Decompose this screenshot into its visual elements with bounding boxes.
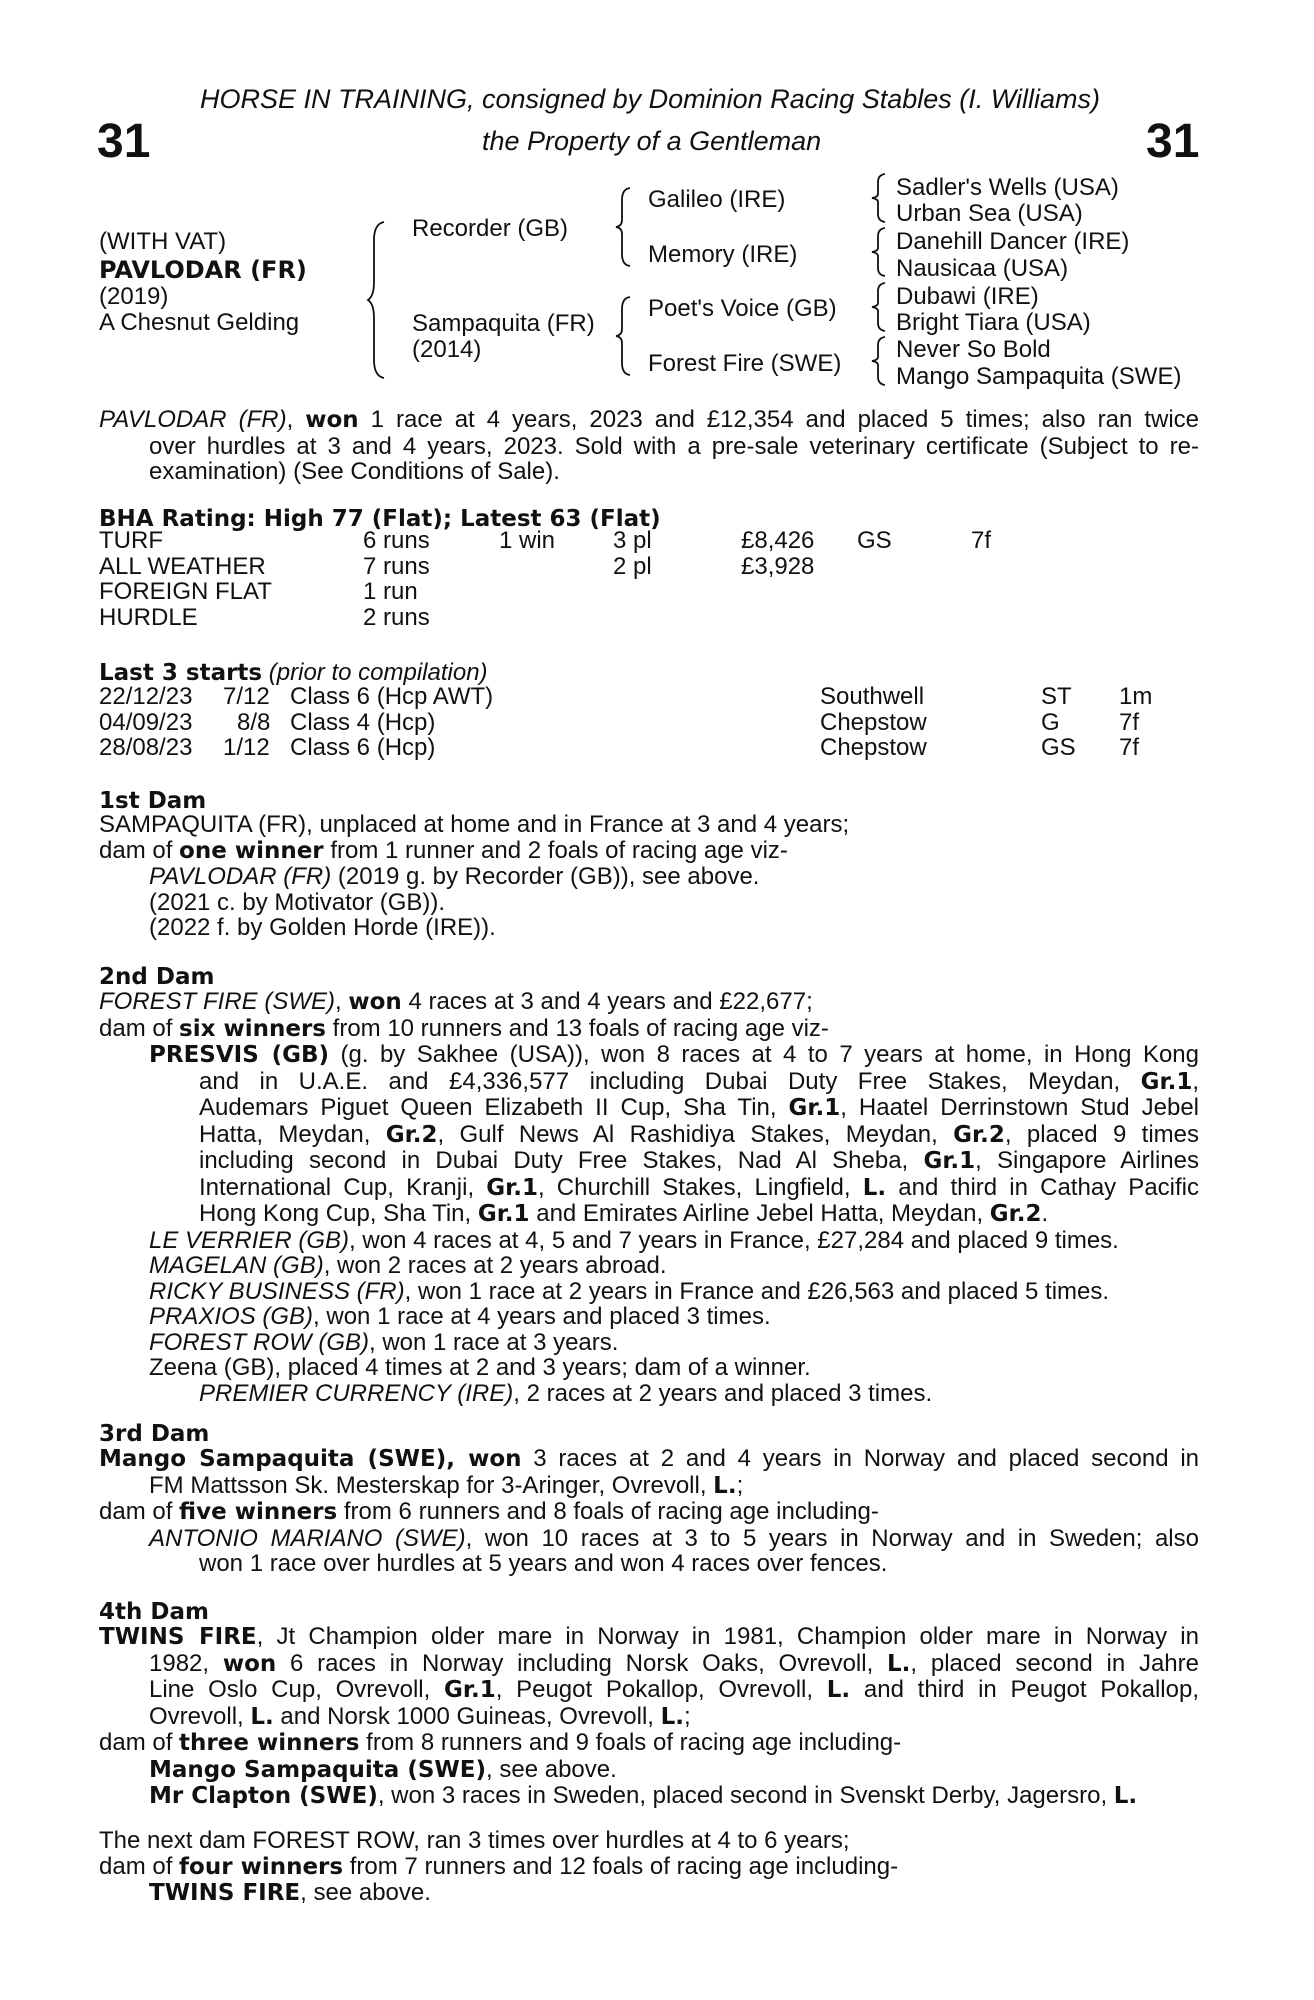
- bha-rating-title: BHA Rating: High 77 (Flat); Latest 63 (Flat): [99, 506, 661, 532]
- presvis-text: , Gulf News Al Rashidiya Stakes, Meydan,: [437, 1120, 954, 1148]
- summary-won: won: [305, 407, 359, 433]
- produce-text: , won 4 races at 4, 5 and 7 years in France, £27,284 and placed 9 times.: [349, 1226, 1119, 1254]
- vat-note: (WITH VAT): [99, 228, 227, 255]
- presvis-text: and Emirates Airline Jebel Hatta, Meydan,: [529, 1200, 990, 1227]
- dam1-text: from 1 runner and 2 foals of racing age viz-: [323, 836, 788, 864]
- produce-text: , won 1 race at 3 years.: [368, 1328, 619, 1356]
- catalogue-header-line2: the Property of a Gentleman: [482, 126, 822, 156]
- produce-text: , won 3 races in Sweden, placed second in Svenskt Derby, Jagersro,: [377, 1782, 1114, 1809]
- dam2-won: won: [348, 989, 402, 1015]
- dam3-section: [99, 1446, 1199, 1577]
- grade-label: L.: [713, 1472, 737, 1499]
- dam4-text: , Peugot Pokallop, Ovrevoll,: [495, 1676, 827, 1703]
- dam3-text: dam of: [99, 1498, 180, 1525]
- presvis-text: ,: [1192, 1067, 1199, 1095]
- pedigree-gen3-8: Mango Sampaquita (SWE): [896, 363, 1182, 390]
- grade-label: Gr.1: [444, 1677, 496, 1703]
- pedigree-brace-gen3-2: [872, 226, 888, 278]
- last3-position: 7/12: [223, 683, 270, 710]
- presvis-text: International Cup, Kranji,: [199, 1173, 487, 1201]
- bha-label: ALL WEATHER: [99, 552, 266, 580]
- pedigree-sire-dam: Memory (IRE): [648, 241, 798, 268]
- grade-label: L.: [862, 1174, 887, 1201]
- pedigree-gen3-5: Dubawi (IRE): [896, 283, 1039, 310]
- last3-going: G: [1041, 708, 1060, 736]
- nextdam-line1: The next dam FOREST ROW, ran 3 times over hurdles at 4 to 6 years;: [99, 1827, 850, 1854]
- last3-course: Chepstow: [820, 708, 927, 736]
- produce-text: , won 10 races at 3 to 5 years in Norway and in Sweden; also: [465, 1524, 1199, 1552]
- catalogue-header-line1: HORSE IN TRAINING, consigned by Dominion Racing Stables (I. Williams): [200, 84, 1101, 114]
- pedigree-gen3-6: Bright Tiara (USA): [896, 309, 1091, 336]
- horse-summary: PAVLODAR (FR), won 1 race at 4 years, 2023 and £12,354 and placed 5 times; also ran twice over hurdles at 3 and 4 years, 2023. Sold with a pre-sale veterinary certificate (Subject to re- examination) (See Conditions of Sale).: [99, 406, 1200, 485]
- summary-line1: 1 race at 4 years, 2023 and £12,354 and placed 5 times; also ran twice: [358, 406, 1200, 433]
- presvis-text: , Haatel Derrinstown Stud Jebel: [840, 1094, 1200, 1121]
- dam4-text: and third in Peugot Pokallop,: [850, 1676, 1200, 1703]
- lot-number-left: 31: [97, 115, 151, 168]
- horse-name: PAVLODAR (FR): [99, 256, 307, 284]
- dam4-section: [99, 1624, 1199, 1810]
- bha-going: GS: [857, 527, 892, 554]
- dam2-title: 2nd Dam: [99, 964, 215, 990]
- last3-date: 22/12/23: [99, 683, 193, 710]
- last3-date: 04/09/23: [99, 708, 193, 736]
- grade-label: Gr.1: [486, 1174, 538, 1201]
- dam4-text: 1982,: [149, 1649, 223, 1677]
- produce-zeena: Zeena (GB), placed 4 times at 2 and 3 years; dam of a winner.: [149, 1354, 811, 1381]
- grade-label: Gr.2: [989, 1201, 1042, 1227]
- presvis-text: .: [1041, 1200, 1049, 1227]
- last3-course: Southwell: [820, 683, 925, 710]
- produce-name: FOREST ROW (GB): [149, 1328, 369, 1356]
- dam1-text: dam of: [99, 836, 180, 864]
- pedigree-brace-gen3-3: [872, 281, 888, 333]
- pedigree-brace-gen3-4: [872, 335, 888, 387]
- dam1-winners: one winner: [179, 837, 324, 864]
- presvis-text: Audemars Piguet Queen Elizabeth II Cup, Sha Tin,: [199, 1094, 789, 1121]
- produce-name: Mango Sampaquita (SWE): [149, 1756, 487, 1783]
- produce-text: , won 2 races at 2 years abroad.: [323, 1252, 667, 1279]
- produce-name: RICKY BUSINESS (FR): [149, 1277, 405, 1305]
- dam1-line1: SAMPAQUITA (FR), unplaced at home and in France at 3 and 4 years;: [99, 811, 850, 838]
- dam1-title: 1st Dam: [99, 788, 207, 814]
- pedigree-brace-main: [368, 220, 388, 380]
- last3-class: Class 6 (Hcp): [290, 734, 436, 761]
- presvis-text: and in U.A.E. and £4,336,577 including Dubai Duty Free Stakes, Meydan,: [199, 1067, 1141, 1095]
- pedigree-gen3-4: Nausicaa (USA): [896, 255, 1069, 282]
- dam4-winners: three winners: [179, 1730, 360, 1756]
- lot-number-right: 31: [1146, 115, 1200, 168]
- dam1-produce-2021: (2021 c. by Motivator (GB)).: [149, 888, 446, 916]
- bha-runs: 6 runs: [363, 527, 430, 554]
- dam4-text: ;: [684, 1702, 691, 1730]
- pedigree-dam-dam: Forest Fire (SWE): [648, 350, 842, 377]
- nextdam-text: dam of: [99, 1852, 180, 1880]
- presvis-text: Hatta, Meydan,: [199, 1120, 386, 1148]
- pedigree-dam-year: (2014): [412, 336, 482, 363]
- produce-text: , see above.: [486, 1755, 617, 1783]
- last3-distance: 7f: [1119, 734, 1140, 761]
- produce-name: ANTONIO MARIANO (SWE): [149, 1524, 466, 1552]
- produce-name: LE VERRIER (GB): [149, 1226, 350, 1254]
- horse-description: A Chesnut Gelding: [99, 309, 300, 336]
- last3-date: 28/08/23: [99, 734, 193, 761]
- last3-class: Class 4 (Hcp): [290, 708, 436, 736]
- grade-label: L.: [1113, 1783, 1138, 1809]
- dam1-produce-2022: (2022 f. by Golden Horde (IRE)).: [149, 914, 496, 941]
- dam2-name: FOREST FIRE (SWE): [99, 988, 335, 1015]
- produce-text: , see above.: [300, 1879, 431, 1906]
- last3-class: Class 6 (Hcp AWT): [290, 683, 494, 710]
- bha-label: TURF: [99, 527, 163, 554]
- dam1-produce-text: (2019 g. by Recorder (GB)), see above.: [331, 863, 760, 890]
- presvis-text: including second in Dubai Duty Free Stakes, Nad Al Sheba,: [199, 1147, 924, 1174]
- pedigree-sire: Recorder (GB): [412, 215, 569, 242]
- nextdam-section: [99, 1828, 1199, 1907]
- pedigree-brace-sire: [616, 186, 634, 268]
- nextdam-text: from 7 runners and 12 foals of racing age including-: [343, 1852, 899, 1880]
- last3-position: 8/8: [237, 708, 271, 736]
- presvis-text: (g. by Sakhee (USA)), won 8 races at 4 to 7 years at home, in Hong Kong: [329, 1041, 1199, 1068]
- presvis-text: , Singapore Airlines: [975, 1147, 1199, 1174]
- dam3-text: from 6 runners and 8 foals of racing age including-: [337, 1498, 879, 1525]
- bha-runs: 2 runs: [363, 603, 430, 631]
- pedigree-gen3-3: Danehill Dancer (IRE): [896, 228, 1130, 255]
- summary-line2: over hurdles at 3 and 4 years, 2023. Sold with a pre-sale veterinary certificate (Subject to re-: [149, 432, 1199, 460]
- dam1-produce-name: PAVLODAR (FR): [149, 863, 332, 890]
- pedigree-dam-sire: Poet's Voice (GB): [648, 295, 837, 322]
- produce-name: Mr Clapton (SWE): [149, 1783, 378, 1809]
- produce-text: won 1 race over hurdles at 5 years and won 4 races over fences.: [199, 1550, 888, 1577]
- presvis-text: , Churchill Stakes, Lingfield,: [537, 1173, 863, 1201]
- produce-name: MAGELAN (GB): [149, 1252, 324, 1279]
- produce-name: PRAXIOS (GB): [149, 1303, 314, 1330]
- dam2-section: [99, 989, 1199, 1406]
- grade-label: Gr.1: [1140, 1068, 1193, 1095]
- summary-line3: examination) (See Conditions of Sale).: [149, 458, 560, 485]
- dam3-title: 3rd Dam: [99, 1421, 210, 1447]
- dam4-text: from 8 runners and 9 foals of racing age including-: [359, 1729, 902, 1756]
- nextdam-winners: four winners: [179, 1853, 344, 1880]
- dam2-text: dam of: [99, 1014, 180, 1042]
- dam2-text: 4 races at 3 and 4 years and £22,677;: [401, 988, 813, 1015]
- last3-title: Last 3 starts: [99, 660, 263, 686]
- produce-text: , won 1 race at 4 years and placed 3 times.: [313, 1303, 771, 1330]
- bha-placed: 3 pl: [613, 527, 652, 554]
- last3-distance: 1m: [1119, 683, 1153, 710]
- bha-label: FOREIGN FLAT: [99, 578, 272, 605]
- bha-distance: 7f: [971, 527, 992, 554]
- grade-label: L.: [660, 1703, 685, 1730]
- last3-distance: 7f: [1119, 708, 1140, 736]
- grade-label: Gr.1: [923, 1148, 976, 1174]
- pedigree-dam: Sampaquita (FR): [412, 310, 595, 337]
- produce-name: TWINS FIRE: [149, 1880, 301, 1906]
- dam4-won: won: [222, 1650, 277, 1677]
- grade-label: Gr.2: [385, 1121, 438, 1148]
- dam3-winners: five winners: [179, 1499, 338, 1525]
- dam3-text: 3 races at 2 and 4 years in Norway and placed second in: [521, 1445, 1200, 1472]
- last3-note: (prior to compilation): [262, 659, 488, 686]
- bha-wins: 1 win: [499, 527, 556, 554]
- dam4-text: and Norsk 1000 Guineas, Ovrevoll,: [273, 1702, 661, 1730]
- dam3-text: ;: [736, 1471, 744, 1499]
- dam2-winners: six winners: [179, 1015, 326, 1042]
- grade-label: L.: [887, 1650, 911, 1677]
- grade-label: Gr.2: [953, 1121, 1005, 1148]
- grade-label: Gr.1: [477, 1201, 530, 1227]
- grade-label: Gr.1: [788, 1095, 841, 1121]
- last3-going: ST: [1041, 683, 1072, 710]
- bha-prize: £3,928: [741, 552, 815, 580]
- bha-placed: 2 pl: [613, 552, 652, 580]
- produce-name: PREMIER CURRENCY (IRE): [199, 1379, 514, 1407]
- presvis-text: and third in Cathay Pacific: [886, 1173, 1199, 1201]
- pedigree-brace-gen3-1: [872, 172, 888, 224]
- last3-position: 1/12: [223, 734, 270, 761]
- produce-text: , 2 races at 2 years and placed 3 times.: [513, 1379, 933, 1407]
- dam3-name: Mango Sampaquita (SWE), won: [99, 1446, 522, 1472]
- dam4-text: , placed second in Jahre: [910, 1649, 1199, 1677]
- presvis-text: Hong Kong Cup, Sha Tin,: [199, 1200, 478, 1227]
- dam4-text: dam of: [99, 1729, 180, 1756]
- dam4-text: Ovrevoll,: [149, 1702, 251, 1730]
- bha-runs: 1 run: [363, 578, 418, 605]
- dam3-text: FM Mattsson Sk. Mesterskap for 3-Aringer, Ovrevoll,: [149, 1471, 714, 1499]
- horse-year: (2019): [99, 283, 169, 310]
- dam1-section: [99, 812, 1199, 941]
- presvis-text: , placed 9 times: [1004, 1120, 1199, 1148]
- produce-text: , won 1 race at 2 years in France and £26,563 and placed 5 times.: [404, 1277, 1110, 1305]
- last3-course: Chepstow: [820, 734, 927, 761]
- pedigree-gen3-7: Never So Bold: [896, 336, 1051, 363]
- pedigree-gen3-2: Urban Sea (USA): [896, 200, 1083, 227]
- dam2-text: from 10 runners and 13 foals of racing age viz-: [325, 1014, 829, 1042]
- pedigree-sire-sire: Galileo (IRE): [648, 186, 786, 213]
- grade-label: L.: [250, 1703, 274, 1730]
- pedigree-brace-dam: [616, 295, 634, 377]
- dam4-text: Line Oslo Cup, Ovrevoll,: [149, 1676, 445, 1703]
- bha-label: HURDLE: [99, 603, 198, 631]
- bha-prize: £8,426: [741, 527, 815, 554]
- last3-going: GS: [1041, 734, 1076, 761]
- dam4-title: 4th Dam: [99, 1599, 209, 1625]
- grade-label: L.: [826, 1677, 851, 1703]
- summary-horse-name: PAVLODAR (FR): [99, 406, 287, 433]
- bha-runs: 7 runs: [363, 552, 430, 580]
- dam4-text: 6 races in Norway including Norsk Oaks, Ovrevoll,: [276, 1649, 888, 1677]
- dam4-name: TWINS FIRE: [99, 1624, 257, 1650]
- pedigree-gen3-1: Sadler's Wells (USA): [896, 174, 1119, 201]
- dam2-text: ,: [335, 988, 349, 1015]
- dam4-text: , Jt Champion older mare in Norway in 1981, Champion older mare in Norway in: [256, 1623, 1199, 1650]
- presvis-name: PRESVIS (GB): [149, 1042, 330, 1068]
